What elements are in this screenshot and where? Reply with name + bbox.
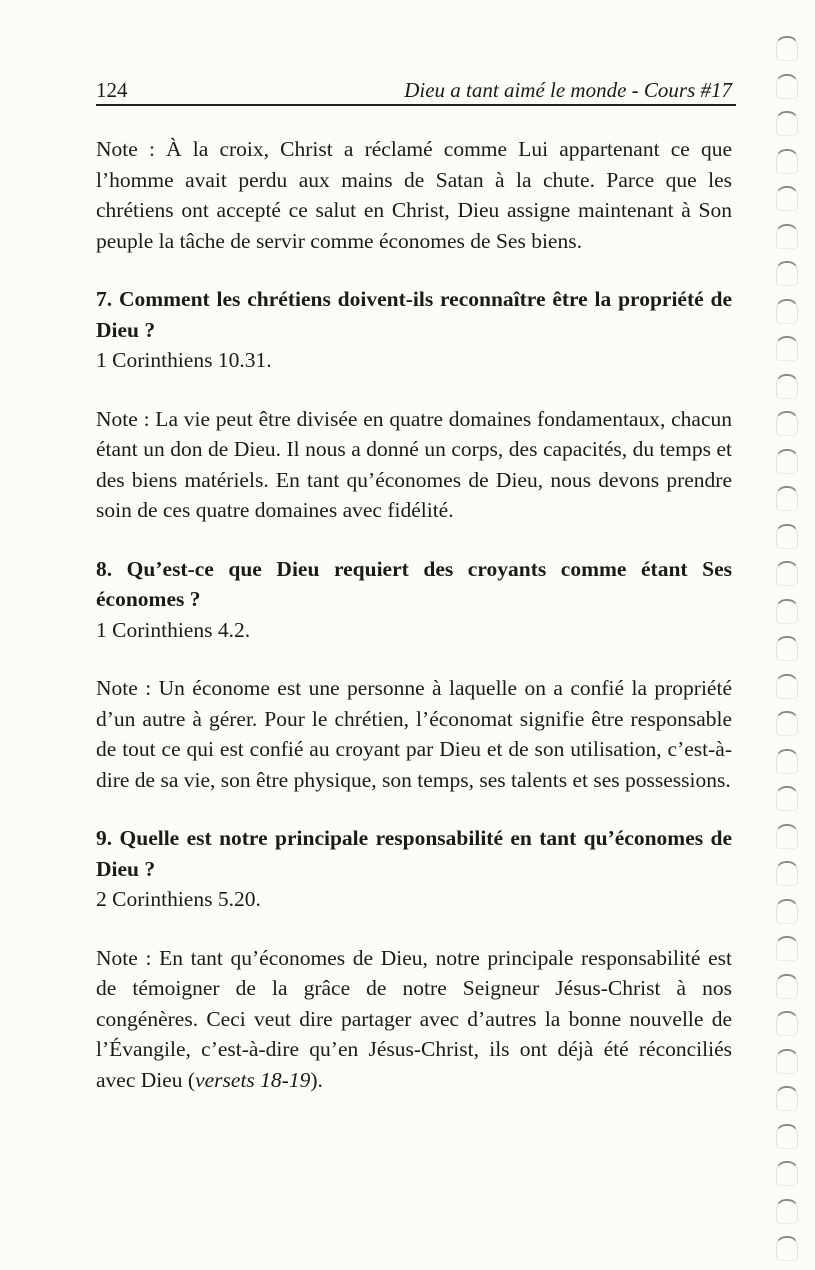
binding-ring-icon (776, 336, 798, 361)
page-number: 124 (96, 78, 128, 102)
note-end: ). (310, 1067, 323, 1092)
binding-ring-icon (776, 1086, 798, 1111)
binding-ring-icon (776, 261, 798, 286)
binding-ring-icon (776, 486, 798, 511)
binding-ring-icon (776, 1124, 798, 1149)
binding-ring-icon (776, 299, 798, 324)
intro-note: Note : À la croix, Christ a réclamé comme Lui appartenant ce que l’homme avait perdu aux mains de Satan à la chute. Parce que les chrétiens ont accepté ce salut en Christ, Dieu assigne maintenant à Son peuple la tâche de servir comme économes de Ses biens. (96, 137, 732, 253)
page-content (96, 134, 732, 1123)
question-heading: 7. Comment les chrétiens doivent-ils reconnaître être la propriété de Dieu ? (96, 287, 732, 342)
binding-ring-icon (776, 936, 798, 961)
binding-ring-icon (776, 149, 798, 174)
question-heading: 9. Quelle est notre principale responsabilité en tant qu’économes de Dieu ? (96, 826, 732, 881)
question-7 (96, 284, 732, 526)
binding-ring-icon (776, 186, 798, 211)
binding-ring-icon (776, 74, 798, 99)
scripture-reference: 1 Corinthiens 10.31. (96, 348, 272, 372)
binding-ring-icon (776, 449, 798, 474)
binding-ring-icon (776, 111, 798, 136)
question-note (96, 943, 732, 1096)
binding-ring-icon (776, 1011, 798, 1036)
binding-ring-icon (776, 1199, 798, 1224)
question-9 (96, 823, 732, 1095)
binding-ring-icon (776, 824, 798, 849)
question-heading: 8. Qu’est-ce que Dieu requiert des croyants comme étant Ses économes ? (96, 556, 732, 611)
note-text: Note : En tant qu’économes de Dieu, notre principale responsabilité est de témoigner de la grâce de notre Seigneur Jésus-Christ à nos congénères. Ceci veut dire partager avec d’autres la bonne nouvelle de l’Évangile, c’est-à-dire qu’en Jésus-Christ, ils ont déjà été réconciliés avec Dieu ( (96, 945, 732, 1092)
binding-ring-icon (776, 524, 798, 549)
page-header (96, 78, 736, 106)
binding-ring-icon (776, 786, 798, 811)
binding-ring-icon (776, 374, 798, 399)
question-note: Note : Un économe est une personne à laquelle on a confié la propriété d’un autre à gérer. Pour le chrétien, l’économat signifie être responsable de tout ce qui est confié au croyant par Dieu et de son utilisation, c’est-à-dire de sa vie, son être physique, son temps, ses talents et ses possessions. (96, 676, 732, 792)
binding-ring-icon (776, 636, 798, 661)
running-title: Dieu a tant aimé le monde - Cours #17 (404, 78, 732, 102)
binding-ring-icon (776, 1236, 798, 1261)
binding-ring-icon (776, 861, 798, 886)
question-note: Note : La vie peut être divisée en quatre domaines fondamentaux, chacun étant un don de Dieu. Il nous a donné un corps, des capacités, du temps et des biens matériels. En tant qu’économes de Dieu, nous devons prendre soin de ces quatre domaines avec fidélité. (96, 406, 732, 522)
binding-ring-icon (776, 749, 798, 774)
binding-ring-icon (776, 1161, 798, 1186)
binding-ring-icon (776, 411, 798, 436)
binding-ring-icon (776, 674, 798, 699)
binding-ring-icon (776, 36, 798, 61)
binding-ring-icon (776, 224, 798, 249)
binding-ring-icon (776, 711, 798, 736)
question-8 (96, 554, 732, 796)
verse-citation: versets 18-19 (195, 1067, 311, 1092)
scripture-reference: 1 Corinthiens 4.2. (96, 617, 251, 642)
binding-ring-icon (776, 899, 798, 924)
binding-ring-icon (776, 599, 798, 624)
binding-ring-icon (776, 974, 798, 999)
spiral-binding (770, 0, 810, 1270)
scripture-reference: 2 Corinthiens 5.20. (96, 887, 261, 911)
binding-ring-icon (776, 1049, 798, 1074)
binding-ring-icon (776, 561, 798, 586)
